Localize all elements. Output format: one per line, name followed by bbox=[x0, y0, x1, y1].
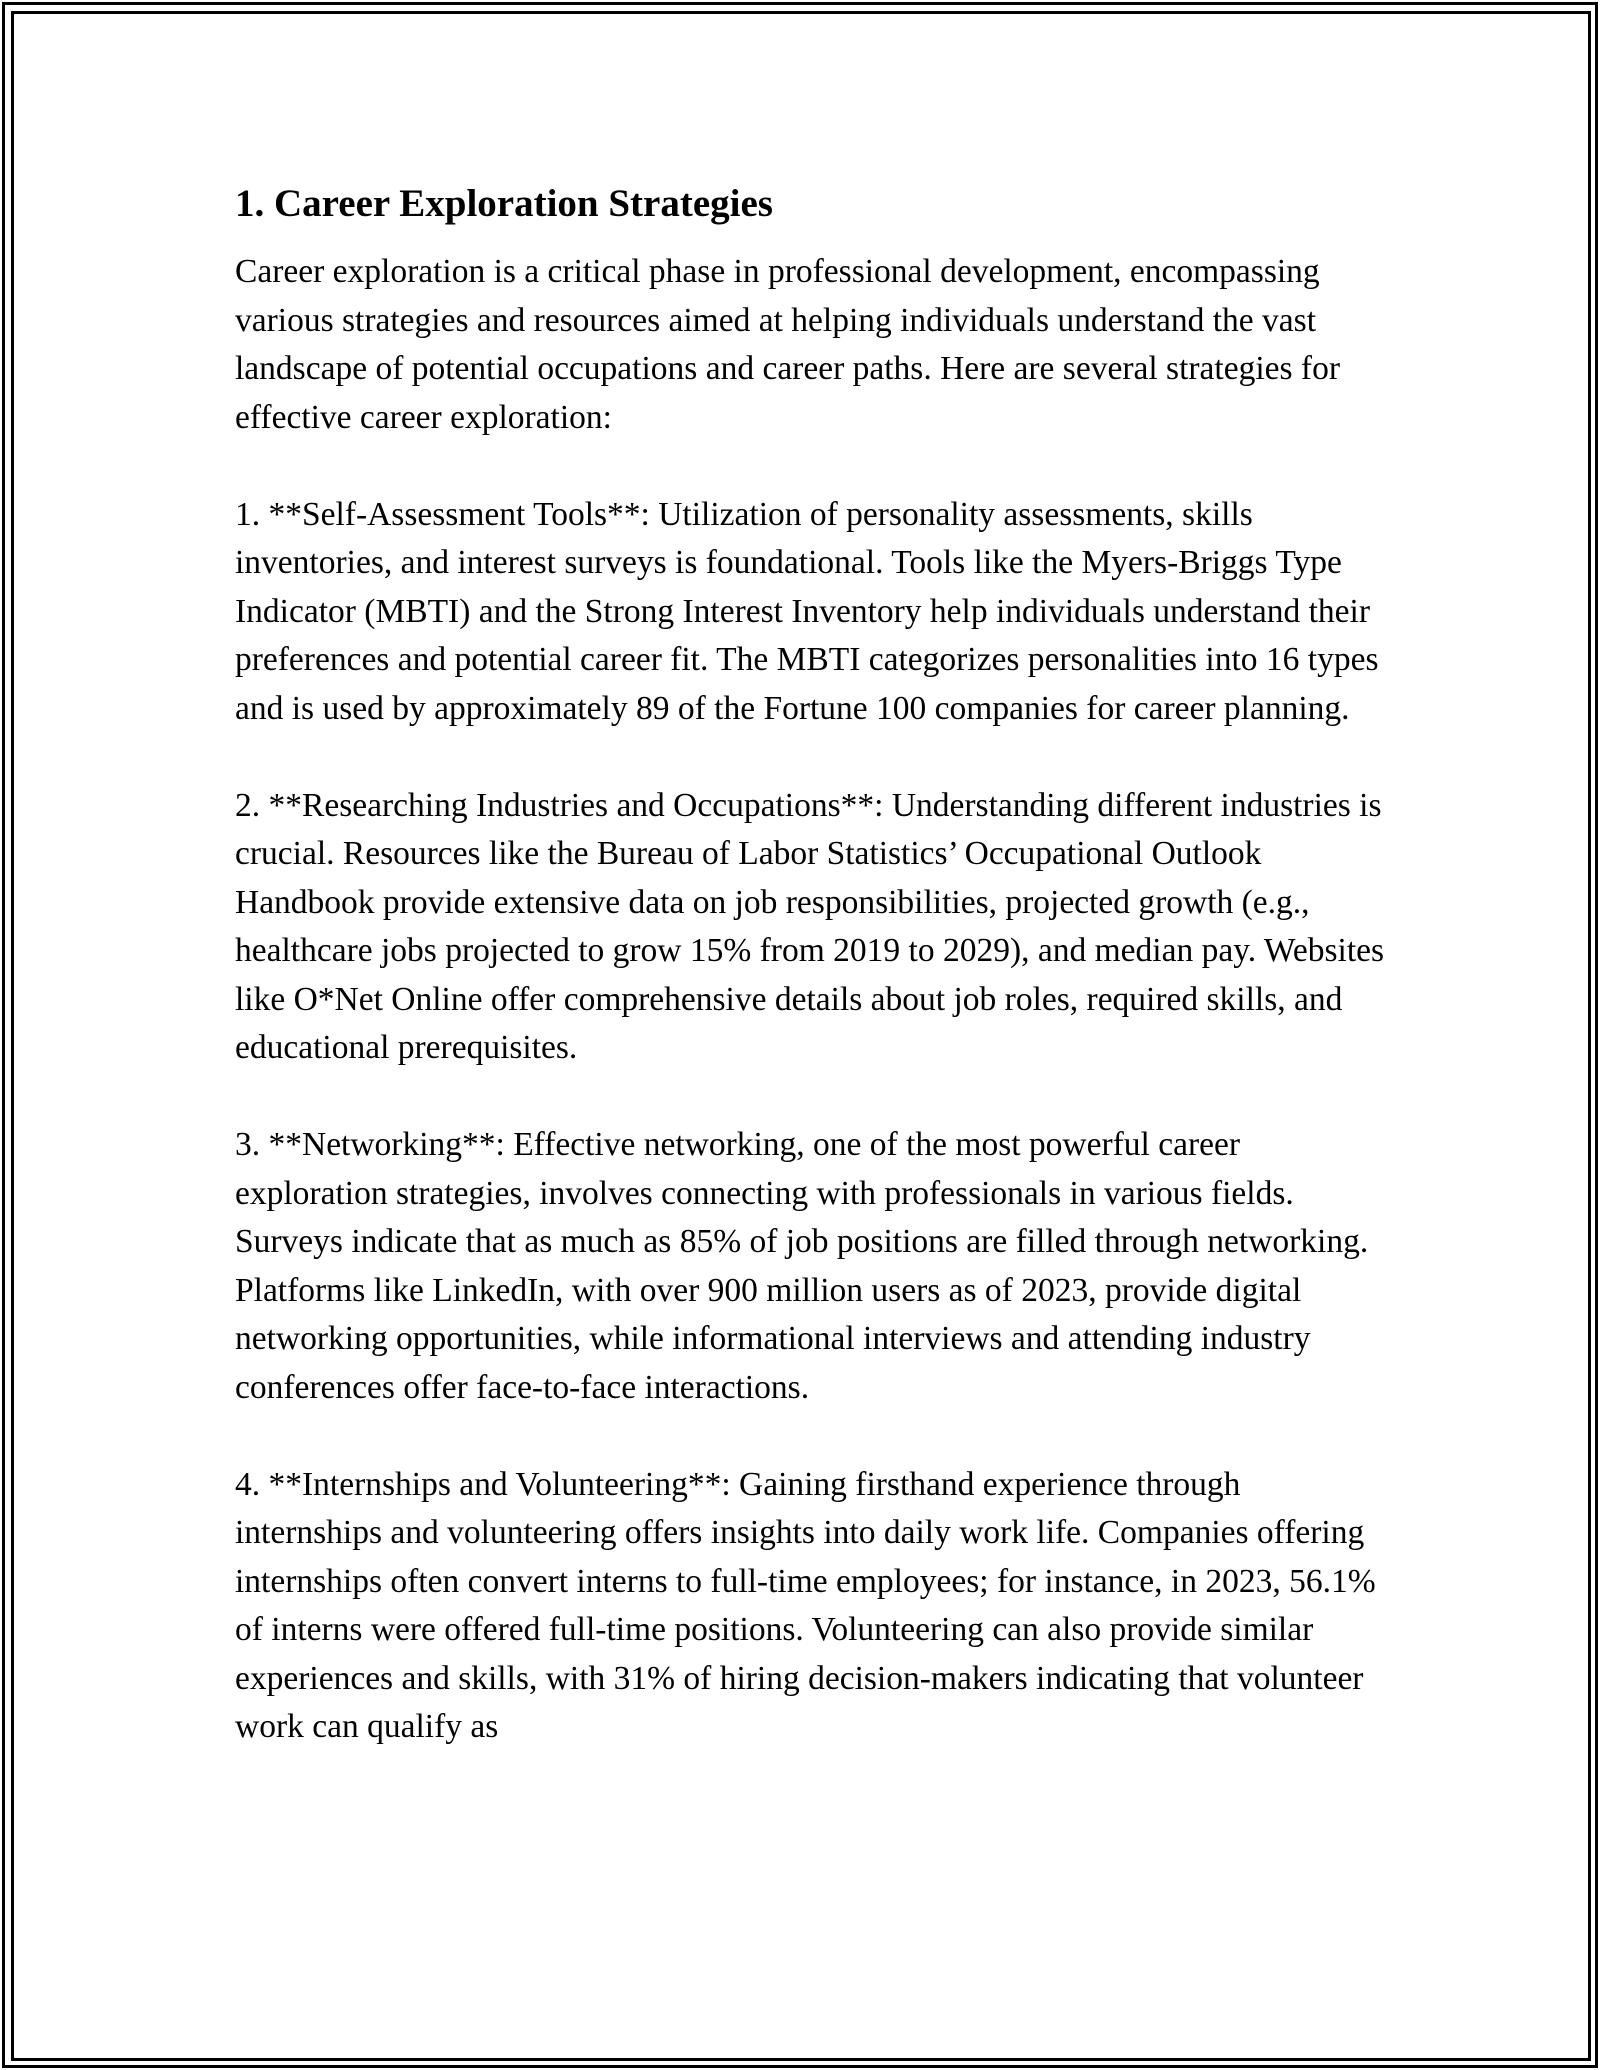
section-heading: 1. Career Exploration Strategies bbox=[235, 182, 773, 225]
paragraph-self-assessment-tools: 1. **Self-Assessment Tools**: Utilization of personality assessments, skills inventories, and interest surveys is foundational. Tools like the Myers-Briggs Type Indicator (MBTI) and the Strong Interest Inventory help individuals understand their preferences and potential career fit. The MBTI categorizes personalities into 16 types and is used by approximately 89 of the Fortune 100 companies for career planning. bbox=[235, 495, 1379, 727]
document-body bbox=[235, 180, 1385, 1752]
paragraph-internships-volunteering: 4. **Internships and Volunteering**: Gaining firsthand experience through internships and volunteering offers insights into daily work life. Companies offering internships often convert interns to full-time employees; for instance, in 2023, 56.1% of interns were offered full-time positions. Volunteering can also provide similar experiences and skills, with 31% of hiring decision-makers indicating that volunteer work can qualify as bbox=[235, 1465, 1376, 1745]
paragraph-researching-industries: 2. **Researching Industries and Occupations**: Understanding different industries is crucial. Resources like the Bureau of Labor Statistics’ Occupational Outlook Handbook provide extensive data on job responsibilities, projected growth (e.g., healthcare jobs projected to grow 15% from 2019 to 2029), and median pay. Websites like O*Net Online offer comprehensive details about job roles, required skills, and educational prerequisites. bbox=[235, 786, 1385, 1066]
intro-paragraph: Career exploration is a critical phase in professional development, encompassing various strategies and resources aimed at helping individuals understand the vast landscape of potential occupations and career paths. Here are several strategies for effective career exploration: bbox=[235, 253, 1340, 436]
paragraph-networking: 3. **Networking**: Effective networking, one of the most powerful career exploration strategies, involves connecting with professionals in various fields. Surveys indicate that as much as 85% of job positions are filled through networking. Platforms like LinkedIn, with over 900 million users as of 2023, provide digital networking opportunities, while informational interviews and attending industry conferences offer face-to-face interactions. bbox=[235, 1126, 1369, 1406]
